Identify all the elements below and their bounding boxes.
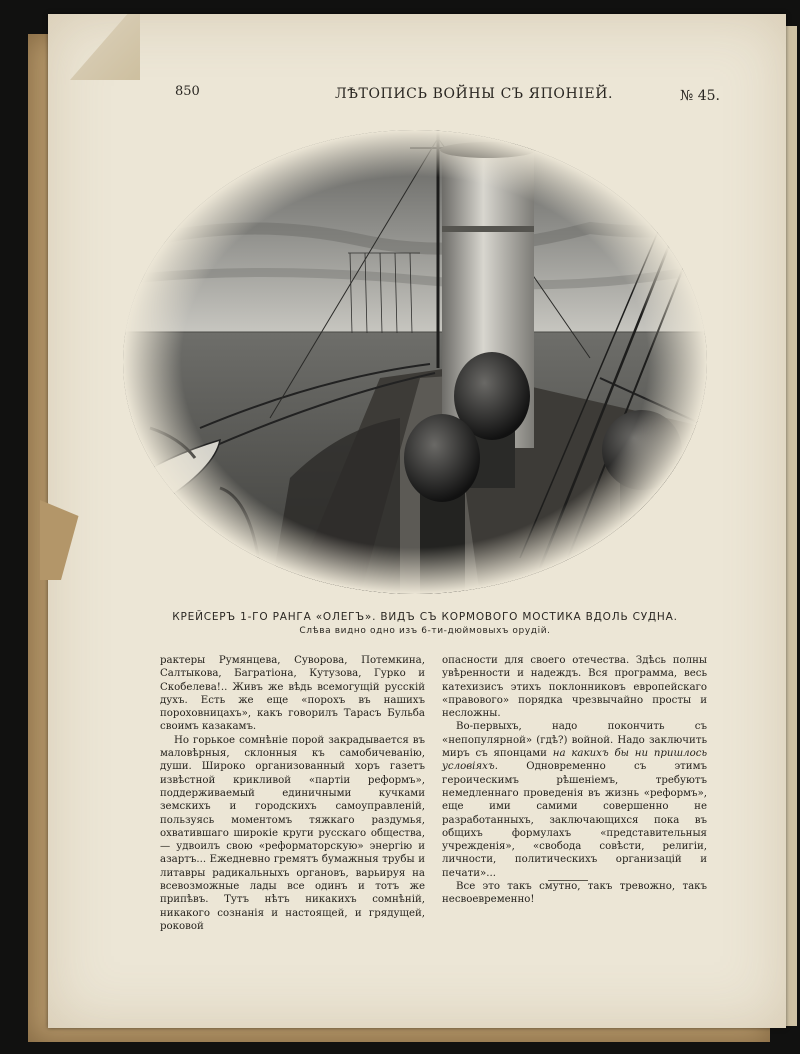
text-column-left: [160, 654, 425, 933]
paragraph-text: Одновременно съ этимъ героическимъ рѣшеніемъ, требуютъ немедленнаго проведенія въ жизнь «реформъ», еще ими самими совершенно не разработанныхъ, заключающихся пока въ общихъ формулахъ «представительныя учрежденія», «свобода совѣсти, религіи, личности, политическихъ организацій и печати»...: [442, 761, 707, 879]
text-column-right: [442, 654, 707, 907]
paragraph: Все это такъ смутно, такъ тревожно, такъ несвоевременно!: [442, 881, 707, 906]
page-header: [175, 84, 720, 110]
next-page-edge: [785, 26, 797, 1026]
cruiser-photograph: [120, 128, 710, 596]
page-number: 850: [175, 84, 200, 99]
running-title: ЛѢТОПИСЬ ВОЙНЫ СЪ ЯПОНІЕЙ.: [335, 86, 614, 102]
italic-phrase: на какихъ бы ни пришлось условіяхъ.: [442, 748, 707, 773]
paragraph: Но горькое сомнѣніе порой закрадывается въ маловѣрныя, склонныя къ самобичеванію, души. Широко организованный хоръ газетъ извѣстной крикливой «партіи реформъ», поддерживаемый единичными кучками земскихъ и городскихъ самоуправленій, пользуясь моментомъ тяжкаго раздумья, охватившаго широкіе круги русскаго общества, — удвоилъ свою «реформаторскую» энергію и азартъ... Ежедневно гремятъ бумажныя трубы и литавры радикальныхъ органовъ, варьируя на всевозможные лады все одинъ и тотъ же припѣвъ. Тутъ нѣтъ никакихъ сомнѣній, никакого сознанія и настоящей, и грядущей, роковой: [160, 734, 425, 932]
photo-caption: КРЕЙСЕРЪ 1-ГО РАНГА «ОЛЕГЪ». ВИДЪ СЪ КОРМОВОГО МОСТИКА ВДОЛЬ СУДНА.: [172, 611, 678, 623]
issue-number: № 45.: [680, 88, 720, 104]
paragraph-text: Во-первыхъ, надо покончить съ «непопулярной» (гдѣ?) войной. Надо заключить миръ съ японцами: [442, 721, 707, 760]
paragraph: опасности для своего отечества. Здѣсь полны увѣренности и надеждъ. Вся программа, весь катехизисъ этихъ поклонниковъ европейскаго «правового» порядка чрезвычайно просты и несложны.: [442, 655, 707, 720]
paragraph: рактеры Румянцева, Суворова, Потемкина, Салтыкова, Багратіона, Кутузова, Гурко и Скобелева!.. Живъ же вѣдь всемогущій русскій духъ. Есть же еще «порохъ въ нашихъ пороховницахъ», какъ говорилъ Тарасъ Бульба своимъ казакамъ.: [160, 655, 425, 733]
paragraph: [442, 720, 707, 880]
photo-subcaption: Слѣва видно одно изъ 6-ти-дюймовыхъ орудій.: [299, 626, 551, 636]
section-divider: [548, 880, 588, 881]
